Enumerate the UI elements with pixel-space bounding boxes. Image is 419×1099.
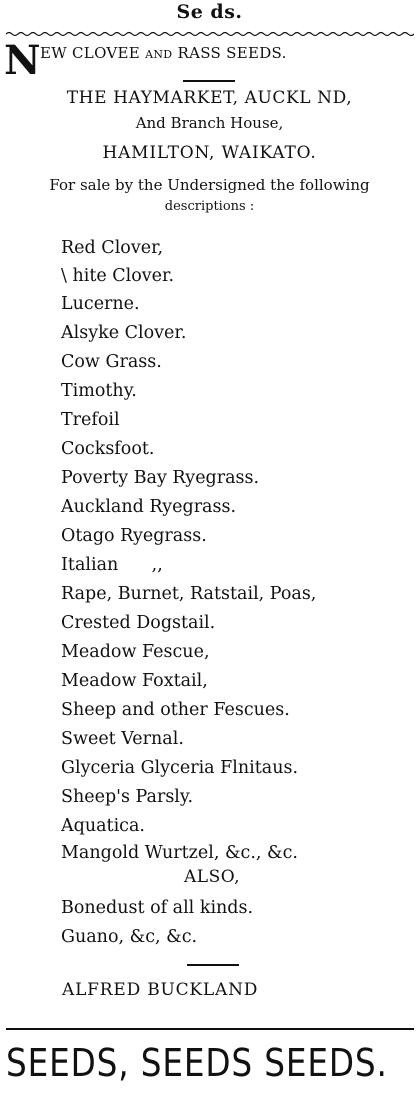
signature: ALFRED BUCKLAND <box>62 980 259 1000</box>
seed-item: Poverty Bay Ryegrass. <box>61 468 260 488</box>
also-item: Bonedust of all kinds. <box>61 898 254 918</box>
also-heading: ALSO, <box>184 867 241 887</box>
also-item: Guano, &c, &c. <box>61 927 198 947</box>
title-part2: RASS SEEDS. <box>172 44 287 62</box>
seed-item: Otago Ryegrass. <box>61 526 207 546</box>
title-and: AND <box>145 48 173 61</box>
seed-item: Italian ,, <box>61 555 163 575</box>
section-divider <box>6 1028 414 1030</box>
seed-item: Alsyke Clover. <box>61 323 187 343</box>
seed-item: Rape, Burnet, Ratstail, Poas, <box>61 584 317 604</box>
seed-item: Cocksfoot. <box>61 439 155 459</box>
drop-cap: N <box>4 37 41 84</box>
address-line-2: And Branch House, <box>135 114 284 132</box>
section-heading: Se ds. <box>176 1 243 23</box>
seed-item: Aquatica. <box>61 816 145 836</box>
ad-title <box>0 37 419 84</box>
address-line-1: THE HAYMARKET, AUCKL ND, <box>66 88 353 108</box>
intro-line-2: descriptions : <box>164 199 255 214</box>
seed-item: \ hite Clover. <box>61 266 175 286</box>
seed-item: Sheep and other Fescues. <box>61 700 290 720</box>
intro-line-1: For sale by the Undersigned the following <box>49 176 370 194</box>
seed-item: Sheep's Parsly. <box>61 787 194 807</box>
title-part1: EW CLOVEE <box>40 44 146 62</box>
seed-item: Lucerne. <box>61 294 140 314</box>
title-rule <box>183 80 235 82</box>
seed-item: Timothy. <box>61 381 137 401</box>
seed-item: Glyceria Glyceria Flnitaus. <box>61 758 299 778</box>
seed-item: Cow Grass. <box>61 352 162 372</box>
seed-item: Meadow Foxtail, <box>61 671 208 691</box>
seed-item: Red Clover, <box>61 238 164 258</box>
address-line-3: HAMILTON, WAIKATO. <box>102 143 317 163</box>
footer-banner: SEEDS, SEEDS SEEDS. <box>6 1041 388 1085</box>
seed-item: Trefoil <box>61 410 120 430</box>
seed-item: Mangold Wurtzel, &c., &c. <box>61 843 298 863</box>
ad-title-text <box>40 44 287 62</box>
seed-item: Meadow Fescue, <box>61 642 210 662</box>
seed-item: Crested Dogstail. <box>61 613 216 633</box>
signature-rule <box>187 964 239 966</box>
seed-item: Sweet Vernal. <box>61 729 184 749</box>
seed-item: Auckland Ryegrass. <box>61 497 237 517</box>
